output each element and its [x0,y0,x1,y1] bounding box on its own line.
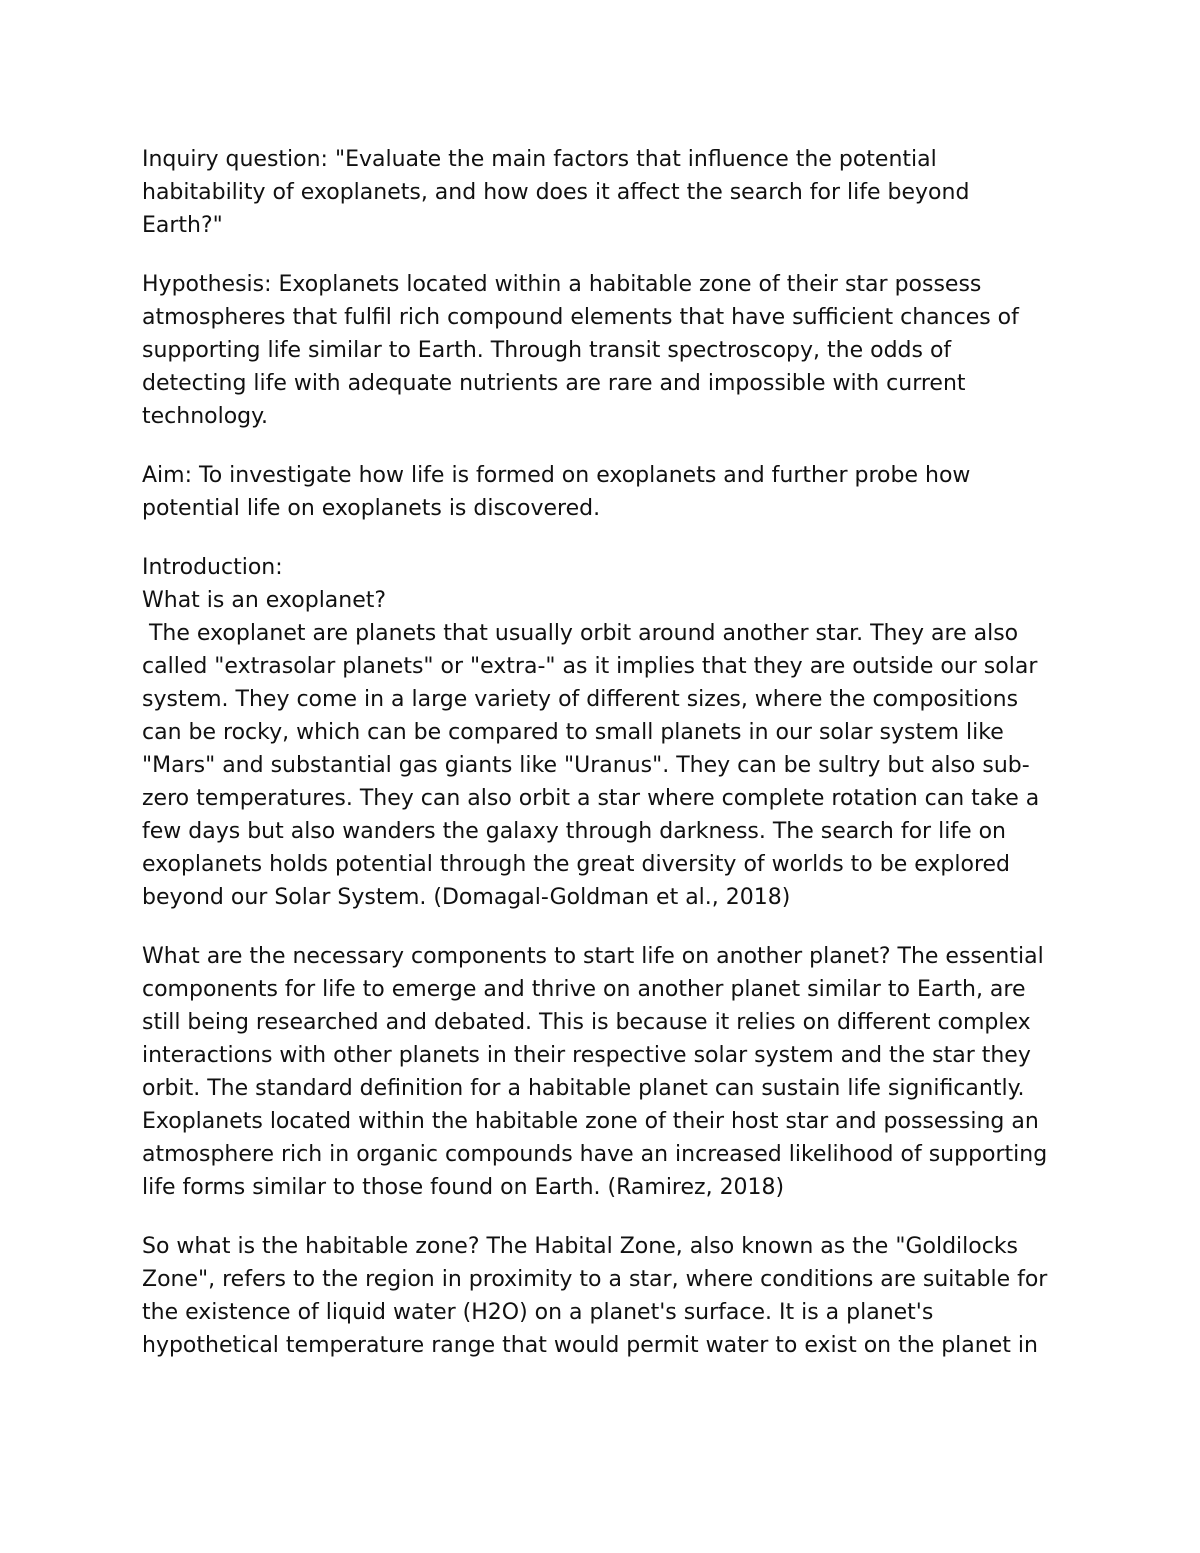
text-line: still being researched and debated. This is because it relies on different complex [142,1010,1031,1035]
text-line: habitability of exoplanets, and how does it affect the search for life beyond [142,180,970,205]
text-line: "Mars" and substantial gas giants like "Uranus". They can be sultry but also sub- [142,753,1030,778]
habitable-zone-paragraph [142,1230,1072,1362]
text-line: So what is the habitable zone? The Habital Zone, also known as the "Goldilocks [142,1234,1019,1259]
text-line: beyond our Solar System. (Domagal-Goldman et al., 2018) [142,885,791,910]
introduction-heading: Introduction: [142,555,283,580]
text-line: Inquiry question: "Evaluate the main factors that influence the potential [142,147,937,172]
text-line: Hypothesis: Exoplanets located within a habitable zone of their star possess [142,272,982,297]
text-line: Exoplanets located within the habitable zone of their host star and possessing an [142,1109,1039,1134]
text-line: life forms similar to those found on Earth. (Ramirez, 2018) [142,1175,785,1200]
text-line: The exoplanet are planets that usually orbit around another star. They are also [142,621,1019,646]
exoplanet-subheading: What is an exoplanet? [142,588,387,613]
text-line: interactions with other planets in their respective solar system and the star they [142,1043,1031,1068]
text-line: Earth?" [142,213,223,238]
document-body [142,143,1072,1362]
introduction-section [142,551,1072,914]
aim-paragraph [142,459,1072,525]
text-line: potential life on exoplanets is discovered. [142,496,601,521]
text-line: atmospheres that fulfil rich compound elements that have sufficient chances of [142,305,1019,330]
text-line: zero temperatures. They can also orbit a star where complete rotation can take a [142,786,1040,811]
text-line: system. They come in a large variety of different sizes, where the compositions [142,687,1019,712]
text-line: exoplanets holds potential through the great diversity of worlds to be explored [142,852,1011,877]
text-line: the existence of liquid water (H2O) on a planet's surface. It is a planet's [142,1300,934,1325]
hypothesis-paragraph [142,268,1072,433]
text-line: atmosphere rich in organic compounds have an increased likelihood of supporting [142,1142,1048,1167]
text-line: components for life to emerge and thrive on another planet similar to Earth, are [142,977,1026,1002]
text-line: orbit. The standard definition for a habitable planet can sustain life significantly. [142,1076,1025,1101]
text-line: hypothetical temperature range that would permit water to exist on the planet in [142,1333,1038,1358]
text-line: Aim: To investigate how life is formed on exoplanets and further probe how [142,463,971,488]
text-line: Zone", refers to the region in proximity to a star, where conditions are suitable for [142,1267,1048,1292]
text-line: called "extrasolar planets" or "extra-" as it implies that they are outside our solar [142,654,1038,679]
text-line: few days but also wanders the galaxy through darkness. The search for life on [142,819,1006,844]
text-line: supporting life similar to Earth. Through transit spectroscopy, the odds of [142,338,952,363]
text-line: technology. [142,404,269,429]
text-line: What are the necessary components to start life on another planet? The essential [142,944,1044,969]
text-line: can be rocky, which can be compared to small planets in our solar system like [142,720,1004,745]
inquiry-question-paragraph [142,143,1072,242]
text-line: detecting life with adequate nutrients are rare and impossible with current [142,371,966,396]
components-paragraph [142,940,1072,1204]
